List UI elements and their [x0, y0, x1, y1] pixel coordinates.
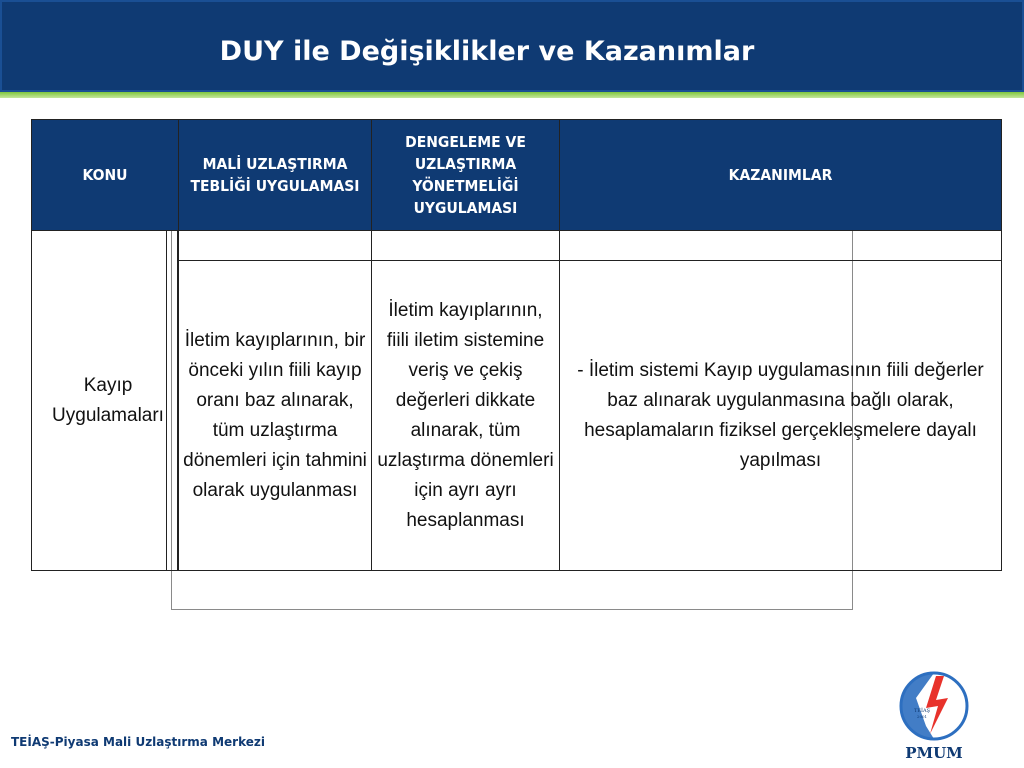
- cell-kazanimlar: [560, 261, 1002, 571]
- pmum-logo: [896, 668, 976, 764]
- header-konu: [32, 120, 179, 231]
- cell-kazanimlar-text: - İletim sistemi Kayıp uygulamasının fiili değerler baz alınarak uygulanmasına bağlı olarak, hesaplamaların fiziksel gerçekleşmelere dayalı yapılması: [577, 359, 984, 471]
- table-header-row: [32, 120, 1002, 231]
- slide-title: DUY ile Değişiklikler ve Kazanımlar: [219, 36, 755, 67]
- header-kazanimlar-label: KAZANIMLAR: [728, 166, 833, 184]
- cell-konu-text: Kayıp Uygulamaları: [52, 374, 164, 426]
- header-mali: [179, 120, 372, 231]
- spacer-cell: [560, 231, 1002, 261]
- header-konu-label: KONU: [82, 166, 128, 184]
- header-dengeleme-label: DENGELEME VE UZLAŞTIRMA YÖNETMELİĞİ UYGULAMASI: [405, 133, 526, 217]
- header-dengeleme: [372, 120, 560, 231]
- spacer-cell: [179, 231, 372, 261]
- cell-dengeleme: [372, 261, 560, 571]
- konu-column-divider: [166, 230, 178, 571]
- cell-mali: [179, 261, 372, 571]
- footer-organization: TEİAŞ-Piyasa Mali Uzlaştırma Merkezi: [11, 735, 265, 749]
- spacer-cell: [372, 231, 560, 261]
- header-mali-label: MALİ UZLAŞTIRMA TEBLİĞİ UYGULAMASI: [190, 155, 360, 195]
- cell-mali-text: İletim kayıplarının, bir önceki yılın fiili kayıp oranı baz alınarak, tüm uzlaştırma dönemleri için tahmini olarak uygulanması: [183, 329, 367, 501]
- header-kazanimlar: [560, 120, 1002, 231]
- logo-circle-text: TEİAŞ: [914, 708, 930, 714]
- cell-konu: [32, 231, 179, 571]
- logo-caption: PMUM: [905, 744, 963, 762]
- logo-circle-year: 2001: [916, 714, 928, 719]
- accent-stripe: [0, 92, 1024, 98]
- cell-dengeleme-text: İletim kayıplarının, fiili iletim sistemine veriş ve çekiş değerleri dikkate alınarak, tüm uzlaştırma dönemleri için ayrı ayrı hesaplanması: [377, 299, 554, 531]
